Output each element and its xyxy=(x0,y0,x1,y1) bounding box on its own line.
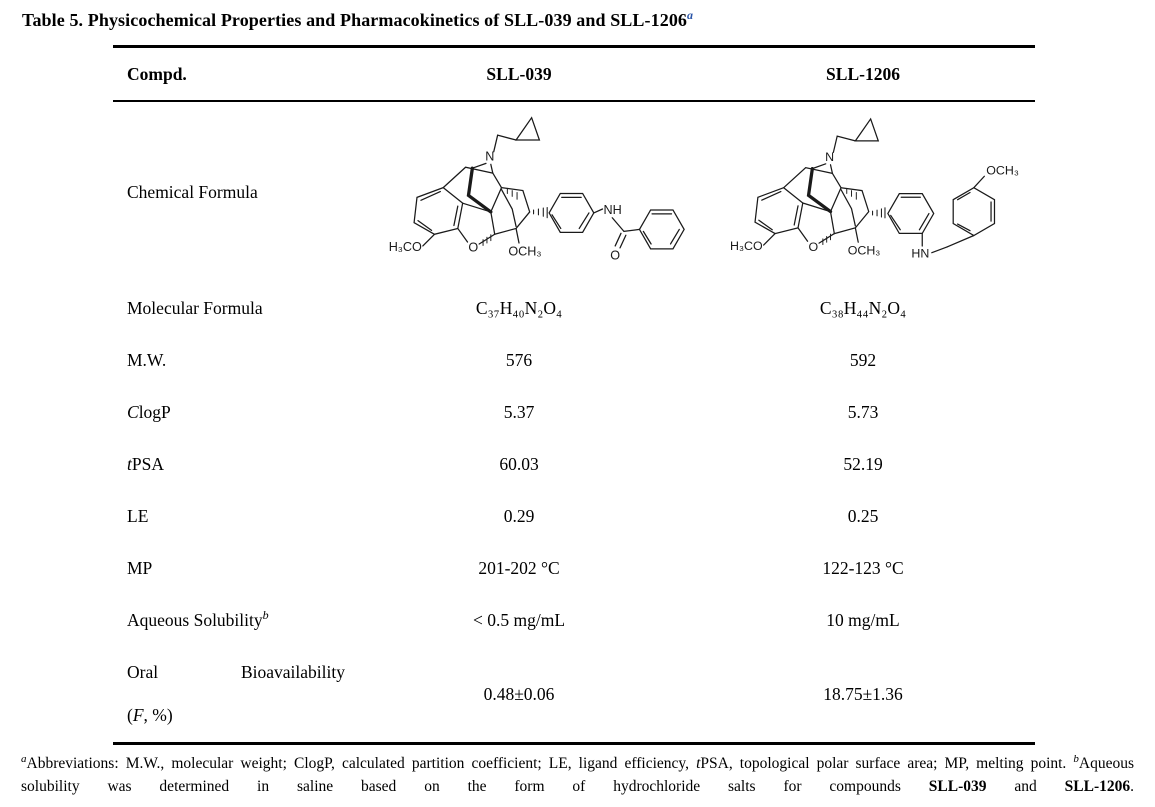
benzyl-och3-label: OCH₃ xyxy=(986,162,1019,177)
n-atom-label: N xyxy=(825,149,835,164)
header-compd: Compd. xyxy=(127,63,187,84)
carbonyl-o-label: O xyxy=(610,248,621,263)
cell-sll1206: C₃₈H₄₄N₂O₄ xyxy=(819,297,907,318)
cell-sll039: 201-202 °C xyxy=(478,557,560,578)
cell-sll1206: 592 xyxy=(849,349,877,370)
cell-sll1206: 0.25 xyxy=(847,505,879,526)
table-row xyxy=(113,282,1035,334)
structure-row xyxy=(113,102,1035,282)
oral-row-label-line2: (F, %) xyxy=(127,705,173,725)
row-label: Aqueous Solubility$^b$ xyxy=(127,607,269,630)
header-sll039: SLL-039 xyxy=(486,63,552,84)
row-label-superscript: b xyxy=(262,607,269,622)
h3co-label: H₃CO xyxy=(388,239,422,254)
table-header-row xyxy=(113,48,1035,102)
row-label: tPSA xyxy=(127,453,164,474)
footnote: $^a$Abbreviations: M.W., molecular weight; ClogP, calculated partition coefficient; LE, ligand efficiency, tPSA, topological polar surface area; MP, melting point. $^b$Aqueous solubility was determined in saline based on the form of hydrochloride salts for compounds SLL-039 and SLL-1206. xyxy=(21,753,1134,796)
table-row xyxy=(113,386,1035,438)
sll1206-structure xyxy=(691,105,1035,280)
sll1206-structure-cell xyxy=(691,105,1035,280)
cell-sll039: 60.03 xyxy=(499,453,539,474)
title-text: Table 5. Physicochemical Properties and Pharmacokinetics of SLL-039 and SLL-1206 xyxy=(22,10,688,30)
cell-sll1206: 10 mg/mL xyxy=(826,609,900,630)
page-title xyxy=(22,8,1137,31)
h3co-label: H₃CO xyxy=(730,238,763,253)
title-superscript: a xyxy=(687,8,694,22)
hn-label: HN xyxy=(911,245,930,260)
table-row xyxy=(113,438,1035,490)
chemical-formula-label: Chemical Formula xyxy=(127,181,258,202)
row-label: LE xyxy=(127,505,149,526)
footnote-superscript-a: a xyxy=(21,753,27,765)
table-row xyxy=(113,490,1035,542)
cell-sll039: C₃₇H₄₀N₂O₄ xyxy=(475,297,563,318)
bridge-o-label: O xyxy=(468,240,479,255)
cell-sll039: 576 xyxy=(505,349,533,370)
row-label: M.W. xyxy=(127,349,167,370)
nh-label: NH xyxy=(603,202,622,217)
cell-sll1206: 5.73 xyxy=(847,401,879,422)
row-label: Oral Bioavailability (F, %) xyxy=(127,662,345,725)
cell-sll1206: 52.19 xyxy=(843,453,883,474)
row-label: MP xyxy=(127,557,153,578)
table-row xyxy=(113,334,1035,386)
sll039-structure-cell xyxy=(347,105,691,280)
footnote-superscript-b: b xyxy=(1073,753,1079,765)
och3-label: OCH₃ xyxy=(508,244,542,259)
och3-label: OCH₃ xyxy=(847,243,881,258)
cell-sll039: 0.48±0.06 xyxy=(483,683,555,704)
n-atom-label: N xyxy=(485,148,495,163)
properties-table xyxy=(113,45,1035,745)
bridge-o-label: O xyxy=(808,239,819,254)
table-row xyxy=(113,594,1035,646)
sll039-structure xyxy=(349,105,689,280)
row-label: Molecular Formula xyxy=(127,297,263,318)
header-sll1206: SLL-1206 xyxy=(826,63,900,84)
cell-sll1206: 122-123 °C xyxy=(822,557,904,578)
cell-sll039: < 0.5 mg/mL xyxy=(472,609,566,630)
cell-sll039: 0.29 xyxy=(503,505,535,526)
row-label: ClogP xyxy=(127,401,171,422)
cell-sll1206: 18.75±1.36 xyxy=(823,683,903,704)
table-row xyxy=(113,542,1035,594)
oral-bioavailability-row xyxy=(113,646,1035,742)
cell-sll039: 5.37 xyxy=(503,401,535,422)
